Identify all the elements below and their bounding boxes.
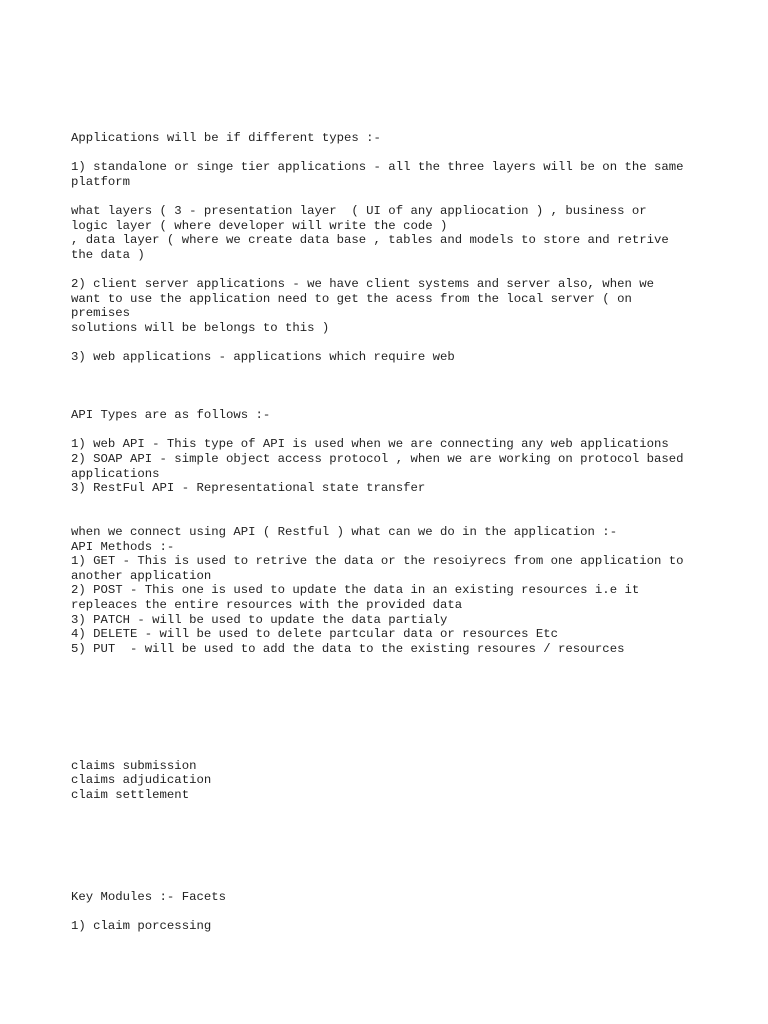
blank-line — [71, 861, 731, 876]
blank-line — [71, 335, 731, 350]
text-line: 4) DELETE - will be used to delete partcular data or resources Etc — [71, 627, 559, 642]
blank-line — [71, 671, 731, 686]
text-line: API Types are as follows :- — [71, 408, 271, 423]
blank-line — [71, 189, 731, 204]
document-body — [71, 131, 731, 934]
text-line: when we connect using API ( Restful ) what can we do in the application :- — [71, 525, 618, 540]
text-line: premises — [71, 306, 131, 321]
blank-line — [71, 729, 731, 744]
text-line: Key Modules :- Facets — [71, 889, 226, 904]
text-line: 1) claim porcessing — [71, 919, 212, 934]
text-line: 1) web API - This type of API is used when we are connecting any web applications — [71, 437, 669, 452]
blank-line — [71, 394, 731, 409]
text-line: logic layer ( where developer will write the code ) — [71, 218, 448, 233]
text-line: the data ) — [71, 247, 145, 262]
blank-line — [71, 700, 731, 715]
text-line: 3) web applications - applications which require web — [71, 349, 455, 364]
blank-line — [71, 832, 731, 847]
text-line: Applications will be if different types :- — [71, 131, 381, 145]
text-line: claims submission — [71, 758, 197, 773]
blank-line — [71, 656, 731, 671]
text-line: platform — [71, 174, 131, 189]
blank-line — [71, 379, 731, 394]
text-line: claim settlement — [71, 787, 190, 802]
blank-line — [71, 817, 731, 832]
blank-line — [71, 510, 731, 525]
text-line: API Methods :- — [71, 539, 175, 554]
text-line: 2) client server applications - we have client systems and server also, when we — [71, 276, 654, 291]
blank-line — [71, 365, 731, 380]
text-line: 1) GET - This is used to retrive the data or the resoiyrecs from one application to — [71, 554, 684, 569]
text-line: solutions will be belongs to this ) — [71, 320, 330, 335]
blank-line — [71, 802, 731, 817]
blank-line — [71, 875, 731, 890]
blank-line — [71, 904, 731, 919]
text-line: applications — [71, 466, 160, 481]
text-line: repleaces the entire resources with the provided data — [71, 598, 463, 612]
blank-line — [71, 846, 731, 861]
text-line: 3) RestFul API - Representational state transfer — [71, 481, 426, 496]
text-line: claims adjudication — [71, 773, 212, 788]
blank-line — [71, 744, 731, 759]
blank-line — [71, 686, 731, 701]
text-line: 1) standalone or singe tier applications - all the three layers will be on the same — [71, 160, 684, 175]
blank-line — [71, 146, 731, 161]
text-line: want to use the application need to get the acess from the local server ( on — [71, 291, 632, 306]
text-line: 5) PUT - will be used to add the data to the existing resoures / resources — [71, 641, 625, 656]
blank-line — [71, 496, 731, 511]
blank-line — [71, 715, 731, 730]
text-line: 2) POST - This one is used to update the data in an existing resources i.e it — [71, 583, 640, 598]
text-line: what layers ( 3 - presentation layer ( UI of any appliocation ) , business or — [71, 203, 647, 218]
blank-line — [71, 262, 731, 277]
blank-line — [71, 423, 731, 438]
text-line: 2) SOAP API - simple object access protocol , when we are working on protocol based — [71, 452, 684, 467]
text-line: another application — [71, 568, 212, 583]
text-line: , data layer ( where we create data base , tables and models to store and retrive — [71, 233, 669, 248]
text-line: 3) PATCH - will be used to update the data partialy — [71, 612, 448, 627]
